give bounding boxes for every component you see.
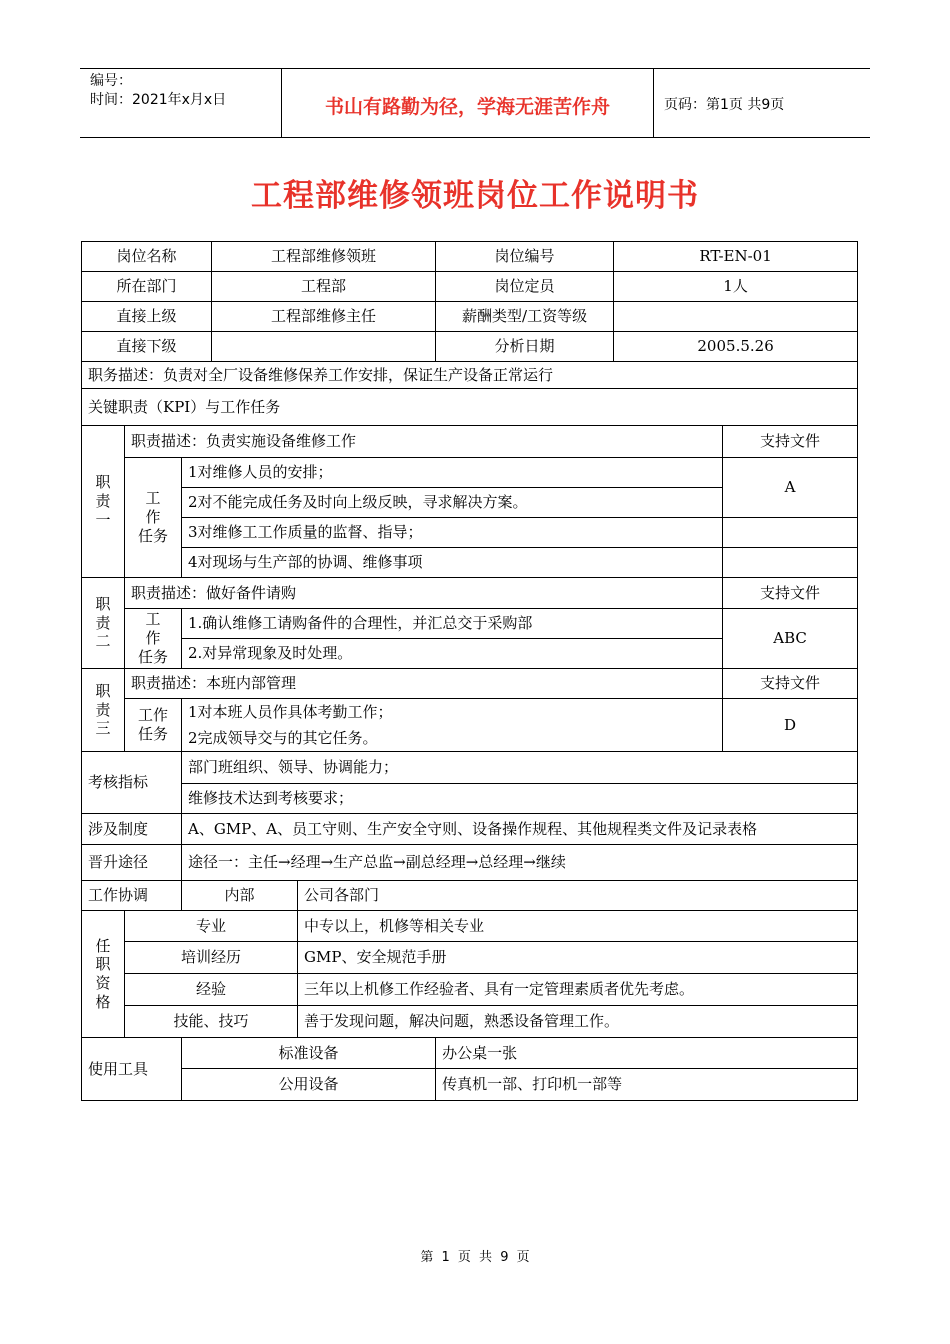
duty2-support-label: 支持文件 [723, 578, 858, 609]
time-label: 时间：2021年x月x日 [90, 92, 227, 108]
system-label: 涉及制度 [82, 814, 182, 845]
qualification-key: 培训经历 [125, 942, 298, 974]
task-item: 1.确认维修工请购备件的合理性，并汇总交于采购部 [182, 609, 723, 639]
cell-value [614, 302, 858, 332]
qualification-value: 善于发现问题，解决问题，熟悉设备管理工作。 [298, 1006, 858, 1038]
empty-cell [723, 548, 858, 578]
qualification-value: GMP、安全规范手册 [298, 942, 858, 974]
page-header [80, 68, 870, 138]
task-item: 2.对异常现象及时处理。 [182, 639, 723, 669]
duty1-label: 职 责 一 [82, 426, 125, 578]
task-item: 3对维修工工作质量的监督、指导； [182, 518, 723, 548]
duty3-desc: 职责描述：本班内部管理 [125, 669, 723, 699]
number-label: 编号： [90, 73, 132, 89]
duty2-label: 职 责 二 [82, 578, 125, 669]
job-description-table [81, 241, 858, 1101]
cell-value: 工程部维修主任 [212, 302, 436, 332]
duty1-desc: 职责描述：负责实施设备维修工作 [125, 426, 723, 458]
header-meta [80, 69, 282, 137]
qualification-key: 技能、技巧 [125, 1006, 298, 1038]
cell-value: RT-EN-01 [614, 242, 858, 272]
duty3-support-label: 支持文件 [723, 669, 858, 699]
qualification-value: 中专以上，机修等相关专业 [298, 911, 858, 942]
duty-summary: 职务描述：负责对全厂设备维修保养工作安排，保证生产设备正常运行 [82, 362, 858, 389]
system-value: A、GMP、A、员工守则、生产安全守则、设备操作规程、其他规程类文件及记录表格 [182, 814, 858, 845]
qualification-key: 经验 [125, 974, 298, 1006]
motto: 书山有路勤为径，学海无涯苦作舟 [282, 69, 654, 137]
duty3-support: D [723, 699, 858, 752]
tools-key: 标准设备 [182, 1038, 436, 1069]
qualification-value: 三年以上机修工作经验者、具有一定管理素质者优先考虑。 [298, 974, 858, 1006]
tools-key: 公用设备 [182, 1069, 436, 1101]
duty1-task-label: 工 作 任务 [125, 458, 182, 578]
assessment-item: 维修技术达到考核要求； [182, 784, 858, 814]
basic-row [82, 332, 858, 362]
empty-cell [723, 518, 858, 548]
assessment-item: 部门班组织、领导、协调能力； [182, 752, 858, 784]
page-footer: 第 1 页 共 9 页 [420, 1250, 530, 1265]
duty1-support: A [723, 458, 858, 518]
promotion-label: 晋升途径 [82, 845, 182, 881]
task-item: 2完成领导交与的其它任务。 [188, 729, 378, 747]
tools-value: 传真机一部、打印机一部等 [436, 1069, 858, 1101]
cell-label: 岗位定员 [436, 272, 614, 302]
qualification-key: 专业 [125, 911, 298, 942]
cell-value [212, 332, 436, 362]
assessment-label: 考核指标 [82, 752, 182, 814]
kpi-title: 关键职责（KPI）与工作任务 [82, 389, 858, 426]
cell-label: 薪酬类型/工资等级 [436, 302, 614, 332]
qualification-label: 任 职 资 格 [82, 911, 125, 1038]
task-item: 4对现场与生产部的协调、维修事项 [182, 548, 723, 578]
duty3-task-label: 工作 任务 [125, 699, 182, 752]
cell-label: 直接下级 [82, 332, 212, 362]
cell-value: 2005.5.26 [614, 332, 858, 362]
duty2-support: ABC [723, 609, 858, 669]
duty2-desc: 职责描述：做好备件请购 [125, 578, 723, 609]
cell-label: 分析日期 [436, 332, 614, 362]
page-info: 页码：第1页 共9页 [664, 97, 785, 113]
duty2-task-label: 工 作 任务 [125, 609, 182, 669]
basic-row [82, 272, 858, 302]
basic-row [82, 302, 858, 332]
coordination-sub: 内部 [182, 881, 298, 911]
duty3-label: 职 责 三 [82, 669, 125, 752]
duty1-support-label: 支持文件 [723, 426, 858, 458]
tools-label: 使用工具 [82, 1038, 182, 1101]
cell-label: 所在部门 [82, 272, 212, 302]
tools-value: 办公桌一张 [436, 1038, 858, 1069]
cell-value: 工程部 [212, 272, 436, 302]
promotion-value: 途径一：主任→经理→生产总监→副总经理→总经理→继续 [182, 845, 858, 881]
cell-label: 岗位名称 [82, 242, 212, 272]
task-item: 2对不能完成任务及时向上级反映，寻求解决方案。 [182, 488, 723, 518]
coordination-value: 公司各部门 [298, 881, 858, 911]
cell-value: 1人 [614, 272, 858, 302]
cell-value: 工程部维修领班 [212, 242, 436, 272]
task-item: 1对本班人员作具体考勤工作； [188, 703, 393, 721]
document-title: 工程部维修领班岗位工作说明书 [251, 178, 699, 214]
task-item: 1对维修人员的安排； [182, 458, 723, 488]
cell-label: 岗位编号 [436, 242, 614, 272]
basic-row [82, 242, 858, 272]
duty3-tasks [182, 699, 723, 752]
cell-label: 直接上级 [82, 302, 212, 332]
coordination-label: 工作协调 [82, 881, 182, 911]
